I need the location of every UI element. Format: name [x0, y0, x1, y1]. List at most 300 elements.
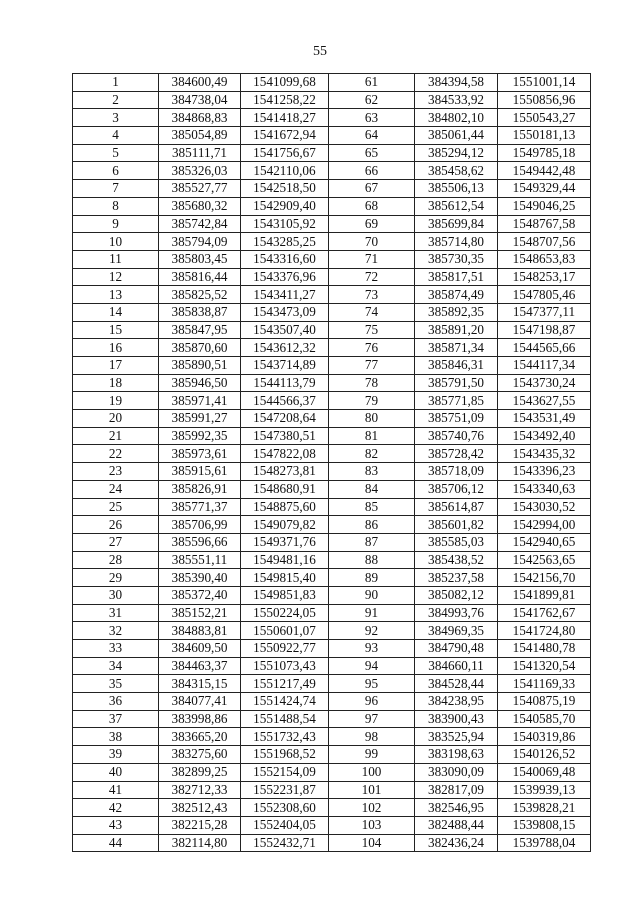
cell-y-coordinate: 1539939,13	[498, 781, 591, 799]
cell-x-coordinate: 385742,84	[159, 215, 241, 233]
cell-y-coordinate: 1539788,04	[498, 834, 591, 852]
table-row	[73, 746, 591, 764]
cell-x-coordinate: 385803,45	[159, 250, 241, 268]
cell-y-coordinate: 1547822,08	[241, 445, 329, 463]
cell-y-coordinate: 1550224,05	[241, 604, 329, 622]
cell-point-number: 80	[329, 410, 415, 428]
cell-point-number: 43	[73, 816, 159, 834]
table-row	[73, 463, 591, 481]
cell-point-number: 4	[73, 127, 159, 145]
cell-y-coordinate: 1549046,25	[498, 197, 591, 215]
cell-x-coordinate: 385740,76	[415, 427, 498, 445]
cell-point-number: 41	[73, 781, 159, 799]
cell-x-coordinate: 384802,10	[415, 109, 498, 127]
cell-x-coordinate: 385816,44	[159, 268, 241, 286]
cell-y-coordinate: 1547208,64	[241, 410, 329, 428]
cell-point-number: 28	[73, 551, 159, 569]
cell-x-coordinate: 385527,77	[159, 180, 241, 198]
cell-y-coordinate: 1552154,09	[241, 763, 329, 781]
cell-point-number: 38	[73, 728, 159, 746]
cell-point-number: 68	[329, 197, 415, 215]
cell-y-coordinate: 1541756,67	[241, 144, 329, 162]
cell-x-coordinate: 385680,32	[159, 197, 241, 215]
cell-y-coordinate: 1544117,34	[498, 357, 591, 375]
cell-y-coordinate: 1551217,49	[241, 675, 329, 693]
cell-y-coordinate: 1547805,46	[498, 286, 591, 304]
cell-y-coordinate: 1543730,24	[498, 374, 591, 392]
table-row	[73, 816, 591, 834]
cell-x-coordinate: 384077,41	[159, 693, 241, 711]
table-row	[73, 144, 591, 162]
table-row	[73, 445, 591, 463]
cell-y-coordinate: 1547380,51	[241, 427, 329, 445]
table-row	[73, 657, 591, 675]
cell-point-number: 101	[329, 781, 415, 799]
cell-point-number: 40	[73, 763, 159, 781]
cell-x-coordinate: 385847,95	[159, 321, 241, 339]
cell-y-coordinate: 1550856,96	[498, 91, 591, 109]
cell-x-coordinate: 385706,12	[415, 480, 498, 498]
table-row	[73, 480, 591, 498]
cell-y-coordinate: 1547377,11	[498, 303, 591, 321]
cell-x-coordinate: 385706,99	[159, 516, 241, 534]
table-row	[73, 728, 591, 746]
cell-y-coordinate: 1543030,52	[498, 498, 591, 516]
cell-x-coordinate: 384463,37	[159, 657, 241, 675]
cell-point-number: 23	[73, 463, 159, 481]
table-row	[73, 763, 591, 781]
table-row	[73, 710, 591, 728]
table-row	[73, 374, 591, 392]
cell-x-coordinate: 382546,95	[415, 799, 498, 817]
cell-y-coordinate: 1551073,43	[241, 657, 329, 675]
cell-point-number: 98	[329, 728, 415, 746]
cell-point-number: 77	[329, 357, 415, 375]
cell-x-coordinate: 384315,15	[159, 675, 241, 693]
cell-y-coordinate: 1541480,78	[498, 640, 591, 658]
cell-y-coordinate: 1551968,52	[241, 746, 329, 764]
cell-y-coordinate: 1548875,60	[241, 498, 329, 516]
cell-x-coordinate: 384969,35	[415, 622, 498, 640]
cell-x-coordinate: 382488,44	[415, 816, 498, 834]
cell-x-coordinate: 385992,35	[159, 427, 241, 445]
cell-y-coordinate: 1541724,80	[498, 622, 591, 640]
cell-x-coordinate: 385237,58	[415, 569, 498, 587]
cell-point-number: 14	[73, 303, 159, 321]
cell-y-coordinate: 1542940,65	[498, 533, 591, 551]
cell-point-number: 75	[329, 321, 415, 339]
cell-x-coordinate: 383998,86	[159, 710, 241, 728]
cell-y-coordinate: 1548273,81	[241, 463, 329, 481]
table-row	[73, 427, 591, 445]
cell-y-coordinate: 1550181,13	[498, 127, 591, 145]
cell-y-coordinate: 1542518,50	[241, 180, 329, 198]
cell-point-number: 24	[73, 480, 159, 498]
cell-x-coordinate: 385846,31	[415, 357, 498, 375]
table-row	[73, 569, 591, 587]
cell-y-coordinate: 1552404,05	[241, 816, 329, 834]
cell-point-number: 18	[73, 374, 159, 392]
cell-y-coordinate: 1549785,18	[498, 144, 591, 162]
cell-x-coordinate: 383090,09	[415, 763, 498, 781]
table-row	[73, 498, 591, 516]
cell-x-coordinate: 384738,04	[159, 91, 241, 109]
cell-x-coordinate: 385061,44	[415, 127, 498, 145]
cell-point-number: 19	[73, 392, 159, 410]
cell-point-number: 91	[329, 604, 415, 622]
table-row	[73, 533, 591, 551]
cell-y-coordinate: 1540585,70	[498, 710, 591, 728]
cell-point-number: 84	[329, 480, 415, 498]
cell-point-number: 5	[73, 144, 159, 162]
cell-y-coordinate: 1550543,27	[498, 109, 591, 127]
cell-point-number: 1	[73, 74, 159, 92]
cell-point-number: 17	[73, 357, 159, 375]
cell-point-number: 27	[73, 533, 159, 551]
cell-point-number: 25	[73, 498, 159, 516]
cell-x-coordinate: 385892,35	[415, 303, 498, 321]
cell-y-coordinate: 1543411,27	[241, 286, 329, 304]
page-number: 55	[313, 44, 327, 59]
cell-x-coordinate: 385054,89	[159, 127, 241, 145]
cell-y-coordinate: 1542110,06	[241, 162, 329, 180]
cell-point-number: 2	[73, 91, 159, 109]
cell-x-coordinate: 385152,21	[159, 604, 241, 622]
cell-point-number: 88	[329, 551, 415, 569]
cell-y-coordinate: 1544566,37	[241, 392, 329, 410]
cell-y-coordinate: 1542909,40	[241, 197, 329, 215]
cell-x-coordinate: 385971,41	[159, 392, 241, 410]
cell-y-coordinate: 1548680,91	[241, 480, 329, 498]
cell-point-number: 32	[73, 622, 159, 640]
cell-point-number: 63	[329, 109, 415, 127]
cell-x-coordinate: 385891,20	[415, 321, 498, 339]
cell-y-coordinate: 1541169,33	[498, 675, 591, 693]
cell-point-number: 26	[73, 516, 159, 534]
cell-x-coordinate: 385458,62	[415, 162, 498, 180]
cell-x-coordinate: 384238,95	[415, 693, 498, 711]
cell-x-coordinate: 385915,61	[159, 463, 241, 481]
cell-point-number: 33	[73, 640, 159, 658]
cell-x-coordinate: 385771,85	[415, 392, 498, 410]
cell-point-number: 83	[329, 463, 415, 481]
cell-x-coordinate: 382817,09	[415, 781, 498, 799]
cell-y-coordinate: 1541258,22	[241, 91, 329, 109]
cell-y-coordinate: 1542156,70	[498, 569, 591, 587]
cell-x-coordinate: 384609,50	[159, 640, 241, 658]
cell-x-coordinate: 385614,87	[415, 498, 498, 516]
cell-x-coordinate: 385111,71	[159, 144, 241, 162]
cell-point-number: 10	[73, 233, 159, 251]
cell-x-coordinate: 382114,80	[159, 834, 241, 852]
cell-point-number: 71	[329, 250, 415, 268]
cell-y-coordinate: 1543612,32	[241, 339, 329, 357]
cell-x-coordinate: 385718,09	[415, 463, 498, 481]
cell-x-coordinate: 385506,13	[415, 180, 498, 198]
cell-point-number: 73	[329, 286, 415, 304]
cell-y-coordinate: 1547198,87	[498, 321, 591, 339]
table-row	[73, 286, 591, 304]
cell-y-coordinate: 1549371,76	[241, 533, 329, 551]
cell-point-number: 70	[329, 233, 415, 251]
table-row	[73, 109, 591, 127]
cell-y-coordinate: 1543627,55	[498, 392, 591, 410]
cell-y-coordinate: 1543396,23	[498, 463, 591, 481]
cell-point-number: 87	[329, 533, 415, 551]
cell-point-number: 62	[329, 91, 415, 109]
cell-point-number: 39	[73, 746, 159, 764]
cell-x-coordinate: 385372,40	[159, 586, 241, 604]
cell-point-number: 34	[73, 657, 159, 675]
cell-point-number: 65	[329, 144, 415, 162]
cell-y-coordinate: 1543340,63	[498, 480, 591, 498]
cell-x-coordinate: 384394,58	[415, 74, 498, 92]
cell-point-number: 89	[329, 569, 415, 587]
table-row	[73, 339, 591, 357]
cell-point-number: 96	[329, 693, 415, 711]
cell-point-number: 85	[329, 498, 415, 516]
cell-y-coordinate: 1543531,49	[498, 410, 591, 428]
cell-point-number: 97	[329, 710, 415, 728]
table-row	[73, 91, 591, 109]
cell-y-coordinate: 1549329,44	[498, 180, 591, 198]
cell-point-number: 37	[73, 710, 159, 728]
cell-point-number: 64	[329, 127, 415, 145]
cell-y-coordinate: 1544113,79	[241, 374, 329, 392]
cell-x-coordinate: 385771,37	[159, 498, 241, 516]
cell-y-coordinate: 1548653,83	[498, 250, 591, 268]
cell-x-coordinate: 385326,03	[159, 162, 241, 180]
cell-y-coordinate: 1549442,48	[498, 162, 591, 180]
cell-x-coordinate: 384868,83	[159, 109, 241, 127]
cell-x-coordinate: 385585,03	[415, 533, 498, 551]
cell-point-number: 21	[73, 427, 159, 445]
cell-y-coordinate: 1540875,19	[498, 693, 591, 711]
table-row	[73, 197, 591, 215]
table-row	[73, 321, 591, 339]
cell-y-coordinate: 1541320,54	[498, 657, 591, 675]
table-row	[73, 215, 591, 233]
cell-point-number: 7	[73, 180, 159, 198]
cell-point-number: 94	[329, 657, 415, 675]
cell-y-coordinate: 1552308,60	[241, 799, 329, 817]
cell-y-coordinate: 1541418,27	[241, 109, 329, 127]
table-row	[73, 357, 591, 375]
cell-y-coordinate: 1543285,25	[241, 233, 329, 251]
cell-point-number: 29	[73, 569, 159, 587]
cell-y-coordinate: 1539828,21	[498, 799, 591, 817]
cell-y-coordinate: 1543376,96	[241, 268, 329, 286]
cell-x-coordinate: 384533,92	[415, 91, 498, 109]
cell-y-coordinate: 1549079,82	[241, 516, 329, 534]
table-row	[73, 268, 591, 286]
cell-x-coordinate: 383198,63	[415, 746, 498, 764]
cell-point-number: 69	[329, 215, 415, 233]
cell-x-coordinate: 385791,50	[415, 374, 498, 392]
cell-x-coordinate: 384993,76	[415, 604, 498, 622]
cell-y-coordinate: 1548767,58	[498, 215, 591, 233]
cell-x-coordinate: 383665,20	[159, 728, 241, 746]
cell-point-number: 15	[73, 321, 159, 339]
table-row	[73, 303, 591, 321]
cell-x-coordinate: 385991,27	[159, 410, 241, 428]
table-row	[73, 392, 591, 410]
table-row	[73, 622, 591, 640]
cell-y-coordinate: 1543714,89	[241, 357, 329, 375]
cell-point-number: 22	[73, 445, 159, 463]
cell-y-coordinate: 1549851,83	[241, 586, 329, 604]
table-row	[73, 604, 591, 622]
cell-x-coordinate: 385973,61	[159, 445, 241, 463]
cell-y-coordinate: 1544565,66	[498, 339, 591, 357]
cell-x-coordinate: 385596,66	[159, 533, 241, 551]
cell-y-coordinate: 1548253,17	[498, 268, 591, 286]
cell-x-coordinate: 385871,34	[415, 339, 498, 357]
cell-x-coordinate: 382899,25	[159, 763, 241, 781]
cell-x-coordinate: 385699,84	[415, 215, 498, 233]
cell-x-coordinate: 384790,48	[415, 640, 498, 658]
cell-y-coordinate: 1543492,40	[498, 427, 591, 445]
cell-x-coordinate: 385890,51	[159, 357, 241, 375]
cell-point-number: 102	[329, 799, 415, 817]
table-row	[73, 127, 591, 145]
cell-y-coordinate: 1550922,77	[241, 640, 329, 658]
cell-y-coordinate: 1552432,71	[241, 834, 329, 852]
table-row	[73, 834, 591, 852]
cell-point-number: 86	[329, 516, 415, 534]
cell-y-coordinate: 1551732,43	[241, 728, 329, 746]
cell-point-number: 92	[329, 622, 415, 640]
cell-point-number: 31	[73, 604, 159, 622]
cell-x-coordinate: 385874,49	[415, 286, 498, 304]
cell-y-coordinate: 1541899,81	[498, 586, 591, 604]
cell-point-number: 9	[73, 215, 159, 233]
table-row	[73, 781, 591, 799]
cell-x-coordinate: 382215,28	[159, 816, 241, 834]
cell-y-coordinate: 1552231,87	[241, 781, 329, 799]
cell-x-coordinate: 383525,94	[415, 728, 498, 746]
cell-x-coordinate: 384600,49	[159, 74, 241, 92]
coordinates-table	[72, 73, 591, 852]
table-row	[73, 162, 591, 180]
cell-x-coordinate: 385601,82	[415, 516, 498, 534]
cell-x-coordinate: 385794,09	[159, 233, 241, 251]
cell-y-coordinate: 1550601,07	[241, 622, 329, 640]
cell-y-coordinate: 1549815,40	[241, 569, 329, 587]
cell-x-coordinate: 385612,54	[415, 197, 498, 215]
cell-x-coordinate: 385728,42	[415, 445, 498, 463]
cell-x-coordinate: 385390,40	[159, 569, 241, 587]
cell-x-coordinate: 385870,60	[159, 339, 241, 357]
cell-y-coordinate: 1540069,48	[498, 763, 591, 781]
cell-y-coordinate: 1548707,56	[498, 233, 591, 251]
cell-y-coordinate: 1551488,54	[241, 710, 329, 728]
cell-y-coordinate: 1542994,00	[498, 516, 591, 534]
cell-x-coordinate: 382712,33	[159, 781, 241, 799]
cell-x-coordinate: 384883,81	[159, 622, 241, 640]
cell-point-number: 30	[73, 586, 159, 604]
cell-x-coordinate: 384660,11	[415, 657, 498, 675]
cell-point-number: 8	[73, 197, 159, 215]
cell-x-coordinate: 382512,43	[159, 799, 241, 817]
cell-point-number: 20	[73, 410, 159, 428]
table-row	[73, 693, 591, 711]
cell-y-coordinate: 1540319,86	[498, 728, 591, 746]
cell-y-coordinate: 1549481,16	[241, 551, 329, 569]
cell-point-number: 66	[329, 162, 415, 180]
coordinates-table-body	[73, 74, 591, 852]
cell-point-number: 44	[73, 834, 159, 852]
cell-x-coordinate: 385730,35	[415, 250, 498, 268]
cell-y-coordinate: 1541099,68	[241, 74, 329, 92]
table-row	[73, 640, 591, 658]
cell-point-number: 3	[73, 109, 159, 127]
cell-y-coordinate: 1539808,15	[498, 816, 591, 834]
cell-x-coordinate: 385082,12	[415, 586, 498, 604]
cell-x-coordinate: 385438,52	[415, 551, 498, 569]
cell-x-coordinate: 385817,51	[415, 268, 498, 286]
cell-point-number: 36	[73, 693, 159, 711]
table-row	[73, 516, 591, 534]
cell-point-number: 93	[329, 640, 415, 658]
cell-point-number: 95	[329, 675, 415, 693]
cell-point-number: 103	[329, 816, 415, 834]
cell-y-coordinate: 1540126,52	[498, 746, 591, 764]
cell-point-number: 16	[73, 339, 159, 357]
cell-y-coordinate: 1543507,40	[241, 321, 329, 339]
cell-point-number: 6	[73, 162, 159, 180]
cell-x-coordinate: 385826,91	[159, 480, 241, 498]
cell-point-number: 79	[329, 392, 415, 410]
cell-point-number: 99	[329, 746, 415, 764]
cell-point-number: 13	[73, 286, 159, 304]
cell-point-number: 76	[329, 339, 415, 357]
cell-y-coordinate: 1543105,92	[241, 215, 329, 233]
table-row	[73, 586, 591, 604]
cell-y-coordinate: 1543473,09	[241, 303, 329, 321]
table-row	[73, 250, 591, 268]
cell-point-number: 61	[329, 74, 415, 92]
cell-x-coordinate: 385294,12	[415, 144, 498, 162]
table-row	[73, 675, 591, 693]
cell-y-coordinate: 1551001,14	[498, 74, 591, 92]
cell-y-coordinate: 1551424,74	[241, 693, 329, 711]
cell-point-number: 42	[73, 799, 159, 817]
cell-point-number: 35	[73, 675, 159, 693]
cell-x-coordinate: 385751,09	[415, 410, 498, 428]
cell-point-number: 104	[329, 834, 415, 852]
cell-y-coordinate: 1541672,94	[241, 127, 329, 145]
cell-x-coordinate: 384528,44	[415, 675, 498, 693]
cell-point-number: 82	[329, 445, 415, 463]
cell-y-coordinate: 1543435,32	[498, 445, 591, 463]
cell-point-number: 67	[329, 180, 415, 198]
cell-point-number: 72	[329, 268, 415, 286]
cell-y-coordinate: 1542563,65	[498, 551, 591, 569]
cell-x-coordinate: 382436,24	[415, 834, 498, 852]
cell-x-coordinate: 385838,87	[159, 303, 241, 321]
cell-point-number: 74	[329, 303, 415, 321]
cell-x-coordinate: 383900,43	[415, 710, 498, 728]
table-row	[73, 551, 591, 569]
table-row	[73, 74, 591, 92]
table-row	[73, 799, 591, 817]
cell-point-number: 78	[329, 374, 415, 392]
cell-y-coordinate: 1541762,67	[498, 604, 591, 622]
cell-x-coordinate: 385825,52	[159, 286, 241, 304]
cell-point-number: 100	[329, 763, 415, 781]
table-row	[73, 410, 591, 428]
